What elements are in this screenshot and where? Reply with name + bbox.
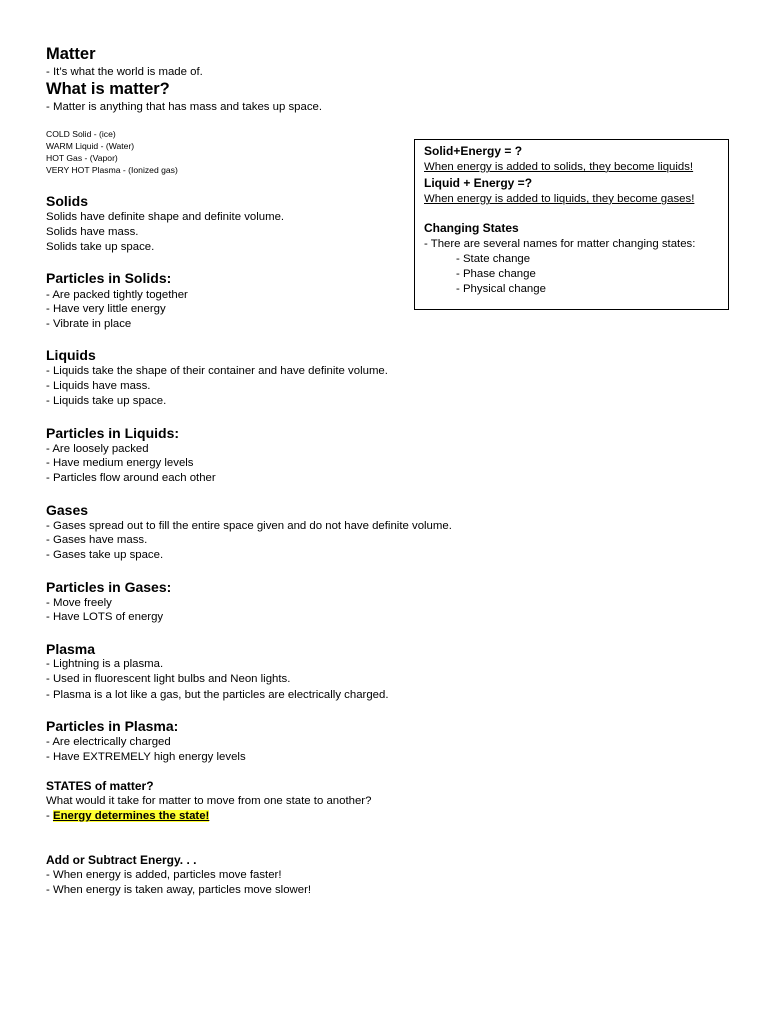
particles-solids-line: - Are packed tightly together [46, 289, 188, 301]
solids-heading: Solids [46, 193, 89, 209]
what-is-matter-definition: - Matter is anything that has mass and takes up space. [46, 101, 323, 113]
matter-definition: - It’s what the world is made of. [46, 66, 203, 78]
particles-gases-heading: Particles in Gases: [46, 579, 172, 595]
particles-liquids-line: - Particles flow around each other [46, 472, 216, 484]
gases-line: - Gases spread out to fill the entire space given and do not have definite volume. [46, 520, 452, 532]
particles-solids-line: - Vibrate in place [46, 318, 132, 330]
liquids-line: - Liquids take up space. [46, 395, 167, 407]
solids-line: Solids have mass. [46, 226, 139, 238]
changing-states-item: - State change [456, 253, 531, 265]
gases-line: - Gases take up space. [46, 549, 164, 561]
liquid-energy-question: Liquid + Energy =? [424, 176, 533, 190]
changing-states-item: - Phase change [456, 268, 536, 280]
particles-plasma-line: - Have EXTREMELY high energy levels [46, 751, 246, 763]
state-list-item: HOT Gas - (Vapor) [46, 153, 118, 163]
particles-solids-line: - Have very little energy [46, 303, 166, 315]
energy-heading: Add or Subtract Energy. . . [46, 853, 197, 867]
changing-states-box [414, 139, 729, 310]
changing-states-heading: Changing States [424, 221, 519, 235]
state-list-item: VERY HOT Plasma - (Ionized gas) [46, 165, 178, 175]
particles-plasma-line: - Are electrically charged [46, 736, 171, 748]
liquids-line: - Liquids take the shape of their container and have definite volume. [46, 365, 388, 377]
particles-liquids-heading: Particles in Liquids: [46, 425, 180, 441]
gases-heading: Gases [46, 502, 89, 518]
particles-solids-heading: Particles in Solids: [46, 270, 172, 286]
state-list-item: WARM Liquid - (Water) [46, 141, 135, 151]
liquids-heading: Liquids [46, 347, 96, 363]
solids-line: Solids take up space. [46, 241, 155, 253]
plasma-heading: Plasma [46, 641, 96, 657]
particles-gases-line: - Move freely [46, 597, 112, 609]
particles-gases-line: - Have LOTS of energy [46, 611, 164, 623]
energy-line: - When energy is taken away, particles move slower! [46, 884, 312, 896]
states-question-heading: STATES of matter? [46, 779, 154, 793]
energy-determines-line [46, 809, 209, 824]
changing-states-item: - Physical change [456, 283, 546, 295]
states-question-line: What would it take for matter to move from one state to another? [46, 795, 372, 807]
plasma-line: - Lightning is a plasma. [46, 658, 164, 670]
solid-energy-question: Solid+Energy = ? [424, 144, 523, 158]
page-title: Matter [46, 45, 96, 63]
particles-plasma-heading: Particles in Plasma: [46, 718, 179, 734]
liquid-energy-answer: When energy is added to liquids, they become gases! [424, 193, 695, 205]
what-is-matter-heading: What is matter? [46, 80, 170, 98]
solids-line: Solids have definite shape and definite volume. [46, 211, 285, 223]
gases-line: - Gases have mass. [46, 534, 148, 546]
energy-highlight: Energy determines the state! [52, 810, 210, 822]
energy-line: - When energy is added, particles move faster! [46, 869, 282, 881]
dash-prefix: - [46, 810, 53, 822]
changing-states-intro: - There are several names for matter changing states: [424, 238, 696, 250]
solid-energy-answer: When energy is added to solids, they become liquids! [424, 161, 694, 173]
plasma-line: - Used in fluorescent light bulbs and Neon lights. [46, 673, 291, 685]
particles-liquids-line: - Are loosely packed [46, 443, 149, 455]
state-list-item: COLD Solid - (ice) [46, 129, 116, 139]
particles-liquids-line: - Have medium energy levels [46, 457, 194, 469]
plasma-line: - Plasma is a lot like a gas, but the particles are electrically charged. [46, 689, 389, 701]
liquids-line: - Liquids have mass. [46, 380, 151, 392]
